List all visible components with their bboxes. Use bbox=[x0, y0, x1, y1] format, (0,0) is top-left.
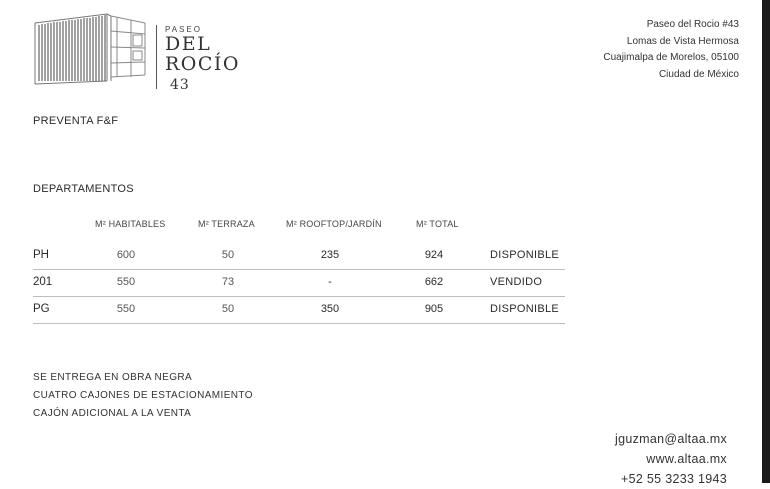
brand-logo bbox=[33, 11, 241, 93]
cell-rooftop: 235 bbox=[320, 249, 340, 261]
address-line: Ciudad de México bbox=[658, 68, 739, 80]
cell-terraza: 73 bbox=[221, 276, 235, 288]
address-line: Cuajimalpa de Morelos, 05100 bbox=[603, 52, 739, 63]
contact-website[interactable]: www.altaa.mx bbox=[646, 452, 727, 466]
cell-total: 905 bbox=[424, 303, 444, 315]
table-row bbox=[33, 269, 565, 296]
cell-habitables: 550 bbox=[116, 303, 136, 315]
contact-phone[interactable]: +52 55 3233 1943 bbox=[621, 472, 727, 486]
preventa-label: PREVENTA F&F bbox=[33, 115, 119, 127]
unit-name: PH bbox=[33, 249, 49, 261]
note-line: CUATRO CAJONES DE ESTACIONAMIENTO bbox=[33, 390, 253, 401]
address-line: Lomas de Vista Hermosa bbox=[626, 35, 739, 47]
logo-line1: DEL bbox=[165, 33, 212, 55]
note-line: CAJÓN ADICIONAL A LA VENTA bbox=[33, 408, 192, 419]
notes-block bbox=[33, 369, 253, 423]
row-divider bbox=[33, 323, 565, 324]
cell-total: 662 bbox=[424, 276, 444, 288]
cell-terraza: 50 bbox=[221, 303, 235, 315]
contact-block bbox=[615, 429, 727, 489]
unit-name: 201 bbox=[33, 276, 53, 288]
header-total: M² TOTAL bbox=[416, 219, 459, 229]
table-row bbox=[33, 296, 565, 323]
note-line: SE ENTREGA EN OBRA NEGRA bbox=[33, 372, 193, 383]
header-terraza: M² TERRAZA bbox=[198, 219, 255, 229]
window-edge bbox=[762, 0, 770, 483]
cell-terraza: 50 bbox=[221, 249, 235, 261]
address-line: Paseo del Rocio #43 bbox=[646, 19, 739, 30]
header-rooftop: M² ROOFTOP/JARDÍN bbox=[286, 219, 382, 229]
cell-rooftop: 350 bbox=[320, 303, 340, 315]
cell-total: 924 bbox=[424, 249, 444, 261]
logo-line2: ROCÍO bbox=[165, 53, 241, 75]
contact-email[interactable]: jguzman@altaa.mx bbox=[615, 432, 727, 446]
cell-rooftop: - bbox=[328, 276, 332, 288]
section-title: DEPARTAMENTOS bbox=[33, 183, 134, 195]
cell-habitables: 550 bbox=[116, 276, 136, 288]
logo-small-text: PASEO bbox=[165, 25, 202, 34]
cell-habitables: 600 bbox=[116, 249, 136, 261]
logo-number: 43 bbox=[170, 77, 190, 93]
status-label: DISPONIBLE bbox=[490, 303, 560, 315]
logo-divider bbox=[156, 25, 157, 89]
table-row bbox=[33, 242, 565, 269]
header-habitables: M² HABITABLES bbox=[95, 219, 166, 229]
status-label: DISPONIBLE bbox=[490, 249, 560, 261]
unit-name: PG bbox=[33, 303, 50, 315]
status-label: VENDIDO bbox=[490, 276, 543, 288]
building-logo-icon bbox=[33, 11, 151, 89]
address-block bbox=[603, 17, 739, 83]
